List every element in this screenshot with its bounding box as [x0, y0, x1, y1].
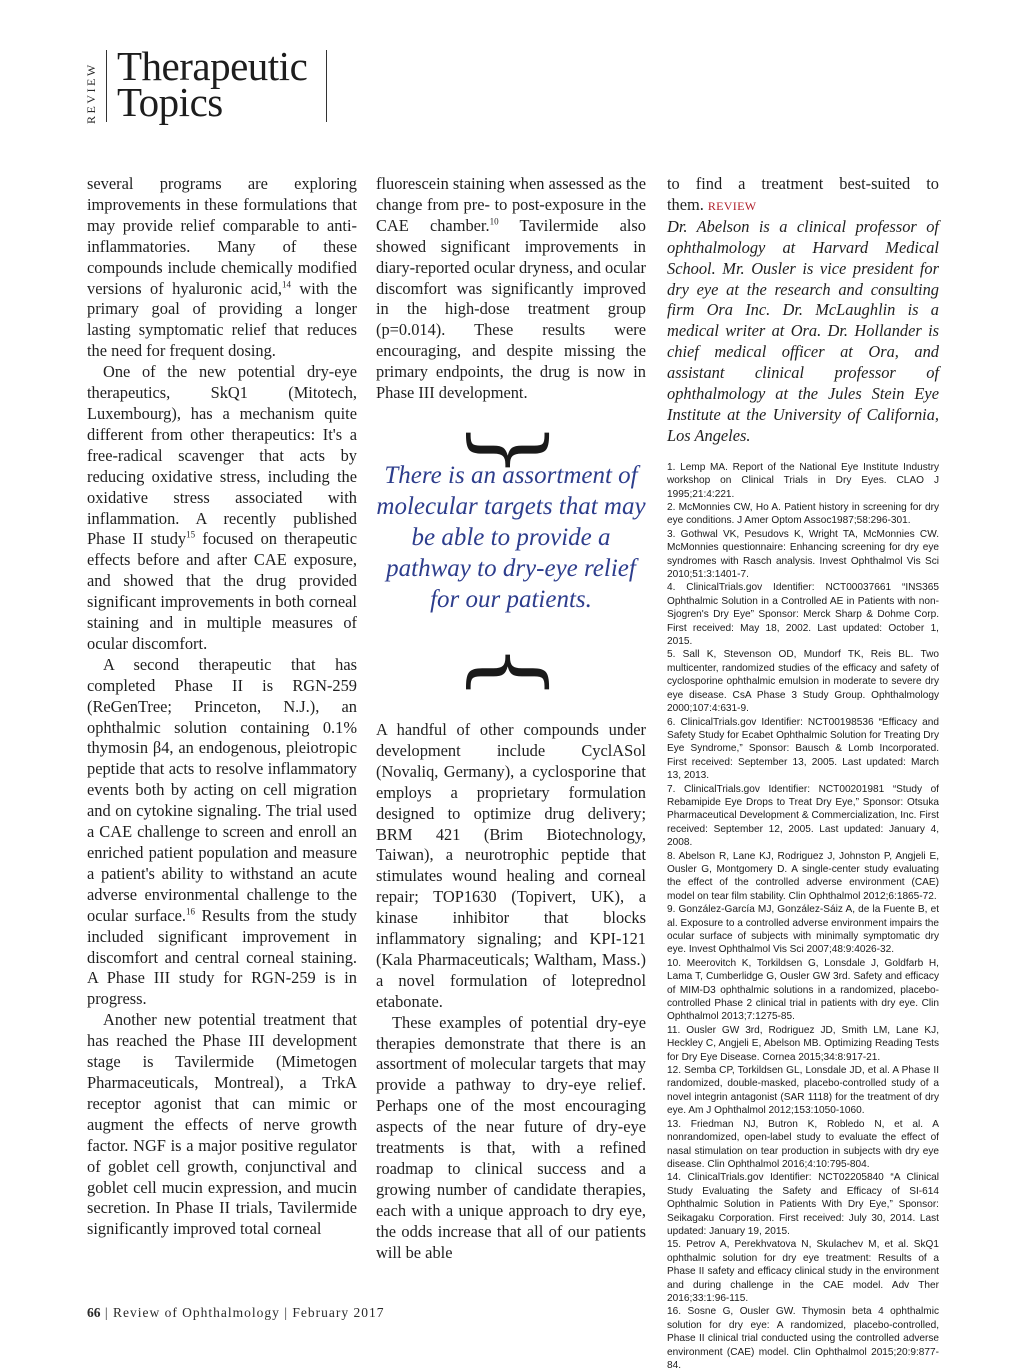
paragraph: [667, 174, 939, 217]
issue-date: February 2017: [292, 1305, 385, 1320]
paragraph: Another new potential treatment that has reached the Phase III development stage is Tavilermide (Mimetogen Pharmaceuticals, Montreal), a TrkA receptor agonist that can mimic or augment the effects of nerve growth factor. NGF is a major positive regulator of goblet cell growth, conjunctival and goblet cell mucin expression, and mucin secretion. In Phase II trials, Tavilermide significantly improved total corneal: [87, 1010, 357, 1239]
paragraph: A handful of other compounds under development include CyclASol (Novaliq, Germany), a cyclosporine that employs a proprietary formulation designed to optimize drug delivery; BRM 421 (Brim Biotechnology, Taiwan), a neurotrophic peptide that stimulates wound healing and corneal repair; TOP1630 (Topivert, UK), a kinase inhibitor that blocks inflammatory signaling; and KPI-121 (Kala Pharmaceuticals; Waltham, Mass.) a novel formulation of loteprednol etabonate.: [376, 719, 646, 1011]
column-2: [376, 174, 646, 1264]
reference-item: 13. Friedman NJ, Butron K, Robledo N, et al. A nonrandomized, open-label study to evaluate the effect of nasal stimulation on tear production in subjects with dry eye disease. Clin Ophthalmol 2016;4:10:795-804.: [667, 1118, 939, 1170]
page-footer: [87, 1305, 385, 1321]
title-line-1: Therapeutic: [117, 43, 308, 89]
brace-bottom-icon: {: [458, 643, 564, 701]
reference-item: 8. Abelson R, Lane KJ, Rodriguez J, Johnston P, Angjeli E, Ousler G, Montgomery D. A single-center study evaluating the effect of the controlled adverse environment (CAE) model on tear film stability. Clin Ophthalmol 2012;6:1865-72.: [667, 850, 939, 902]
citation-superscript: 10: [489, 216, 499, 227]
reference-item: 14. ClinicalTrials.gov Identifier: NCT02205840 “A Clinical Study Evaluating the Safety and Efficacy of SI-614 Ophthalmic Solution in Patients With Dry Eye,” Sponsor: Seikagaku Corporation. First received: July 30, 2014. Last updated: January 19, 2015.: [667, 1172, 939, 1237]
reference-item: 16. Sosne G, Ousler GW. Thymosin beta 4 ophthalmic solution for dry eye: A randomized, placebo-controlled, Phase II clinical trial conducted using the controlled adverse environment (CAE) model. Clin Ophthalmol 2015;20:9:877-84.: [667, 1306, 939, 1371]
reference-item: 9. González-García MJ, González-Sáiz A, de la Fuente B, et al. Exposure to a controlled adverse environment impairs the ocular surface of subjects with minimally symptomatic dry eye. Invest Ophthalmol Vis Sci 2007;48:9:4026-32.: [667, 904, 939, 956]
paragraph-text: several programs are exploring improvements in these formulations that may provide relief comparable to anti-inflammatories. Many of these compounds include chemically modified versions of hyaluronic acid,: [87, 174, 357, 298]
paragraph-text: One of the new potential dry-eye therapeutics, SkQ1 (Mitotech, Luxembourg), has a mechanism quite different from other therapeutics: It's a free-radical scavenger that acts by reducing oxidative stress, including the oxidative stress associated with inflammation. A recently published Phase II study: [87, 362, 357, 549]
reference-item: 6. ClinicalTrials.gov Identifier: NCT00198536 “Efficacy and Safety Study for Ecabet Ophthalmic Solution for Treating Dry Eye Syndrome,” Sponsor: Bausch & Lomb Incorporated. First received: September 13, 2005. Last updated: March 13, 2013.: [667, 716, 939, 782]
author-bio: Dr. Abelson is a clinical professor of ophthalmology at Harvard Medical School. Mr. Ousler is vice president for dry eye at the research and consulting firm Ora Inc. Dr. McLaughlin is a medical writer at Ora. Dr. Hollander is chief medical officer at Ora, and assistant clinical professor of ophthalmology at the Jules Stein Eye Institute at the University of California, Los Angeles.: [667, 216, 939, 445]
header-divider-right: [326, 50, 327, 122]
reference-item: 12. Semba CP, Torkildsen GL, Lonsdale JD, et al. A Phase II randomized, double-masked, placebo-controlled study of a novel integrin antagonist (SAR 1118) for the treatment of dry eye. Am J Ophthalmol 2012;153:1050-1060.: [667, 1065, 939, 1117]
reference-item: 15. Petrov A, Perekhvatova N, Skulachev M, et al. SkQ1 ophthalmic solution for dry eye treatment: Results of a Phase II safety and efficacy clinical study in the environment and during challenge in the CAE model. Adv Ther 2016;33:1:96-115.: [667, 1239, 939, 1304]
reference-item: 4. ClinicalTrials.gov Identifier: NCT00037661 “INS365 Ophthalmic Solution in a Controlled AE in Patients with non-Sjogren's Dry Eye” Sponsor: Merck Sharp & Dohme Corp. First received: May 18, 2002. Last updated: October 1, 2015.: [667, 582, 939, 648]
page-number: 66: [87, 1305, 101, 1320]
end-mark: REVIEW: [707, 198, 757, 213]
reference-item: 5. Sall K, Stevenson OD, Mundorf TK, Reis BL. Two multicenter, randomized studies of the efficacy and safety of cyclosporine ophthalmic emulsion in moderate to severe dry eye disease. CsA Phase 3 Study Group. Ophthalmology 2000;107:4:631-9.: [667, 649, 939, 715]
paragraph-text: Results from the study included significant improvement in discomfort and central corneal staining. A Phase III study for RGN-259 is in progress.: [87, 905, 358, 1009]
citation-superscript: 16: [185, 906, 195, 917]
reference-item: 3. Gothwal VK, Pesudovs K, Wright TA, McMonnies CW. McMonnies questionnaire: Enhancing screening for dry eye syndromes with Rasch analysis. Invest Ophthalmol Vis Sci 2010;51:3:1401-7.: [667, 528, 939, 581]
paragraph: [87, 655, 357, 1010]
reference-item: 11. Ousler GW 3rd, Rodriguez JD, Smith LM, Lane KJ, Heckley C, Angjeli E, Abelson MB. Optimizing Reading Tests for Dry Eye Disease. Cornea 2015;34:8:917-21.: [667, 1024, 939, 1063]
paragraph: [87, 174, 357, 362]
pull-quote-text: There is an assortment of molecular targets that may be able to provide a pathway to dry-eye relief for our patients.: [376, 462, 646, 613]
paragraph: These examples of potential dry-eye therapies demonstrate that there is an assortment of molecular targets that may provide a pathway to dry-eye relief. Perhaps one of the most encouraging aspects of the near future of dry-eye treatments is that, with a refined roadmap to clinical success and a growing number of candidate therapies, each with a unique approach to dry eye, the odds increase that all of our patients will be able: [376, 1012, 646, 1262]
section-label: REVIEW: [84, 62, 98, 124]
references-list: [667, 461, 939, 1372]
paragraph: [87, 362, 357, 655]
paragraph: [376, 174, 646, 404]
footer-separator: |: [284, 1305, 289, 1320]
citation-superscript: 15: [186, 529, 196, 540]
paragraph-text: focused on therapeutic effects before and after CAE exposure, and showed that the drug provided significant improvements in both corneal staining and in multiple measures of ocular discomfort.: [87, 529, 357, 653]
paragraph-text: to find a treatment best-suited to them.: [667, 174, 939, 214]
paragraph-text: Tavilermide also showed significant improvements in diary-reported ocular dryness, and ocular discomfort was significantly improved in the high-dose treatment group (p=0.014). These results were encouraging, and despite missing the primary endpoints, the drug is now in Phase III development.: [376, 215, 646, 403]
reference-item: 2. McMonnies CW, Ho A. Patient history in screening for dry eye conditions. J Amer Optom Assoc1987;58:296-301.: [667, 502, 939, 527]
reference-item: 7. ClinicalTrials.gov Identifier: NCT00201981 “Study of Rebamipide Eye Drops to Treat Dry Eye,” Sponsor: Otsuka Pharmaceutical Development & Commercialization, Inc. First received: September 12, 2005. Last updated: January 4, 2008.: [667, 783, 939, 849]
reference-item: 1. Lemp MA. Report of the National Eye Institute Industry workshop on Clinical Trials in Dry Eyes. CLAO J 1995;21:4:221.: [667, 461, 939, 500]
pull-quote: [376, 420, 646, 705]
footer-separator: |: [104, 1305, 109, 1320]
header-divider-left: [106, 50, 107, 122]
title-line-2: Topics: [117, 79, 223, 125]
page-title: [117, 43, 308, 125]
paragraph-text: fluorescein staining when assessed as the change from pre- to post-exposure in the CAE chamber.: [376, 174, 646, 235]
column-1: [87, 174, 357, 1240]
paragraph-text: with the primary goal of providing a longer lasting symptomatic relief that reduces the need for frequent dosing.: [87, 278, 357, 361]
brace-top-icon: }: [458, 421, 564, 479]
paragraph-text: A second therapeutic that has completed Phase II is RGN-259 (ReGenTree; Princeton, N.J.), an ophthalmic solution containing 0.1% thymosin β4, an endogenous, pleiotropic peptide that acts to resolve inflammatory events both by acting on cell migration and on cytokine signaling. The trial used a CAE challenge to screen and enroll an enriched patient population and measure a patient's ability to withstand an acute adverse environmental challenge to the ocular surface.: [87, 654, 357, 925]
reference-item: 10. Meerovitch K, Torkildsen G, Lonsdale J, Goldfarb H, Lama T, Cumberlidge G, Ousler GW 3rd. Safety and efficacy of MIM-D3 ophthalmic solutions in a randomized, placebo-controlled Phase 2 clinical trial in patients with dry eye. Clin Ophthalmol 2013;7:1275-85.: [667, 957, 939, 1023]
citation-superscript: 14: [282, 279, 292, 290]
column-3: [667, 174, 939, 1372]
journal-name: Review of Ophthalmology: [112, 1305, 280, 1320]
